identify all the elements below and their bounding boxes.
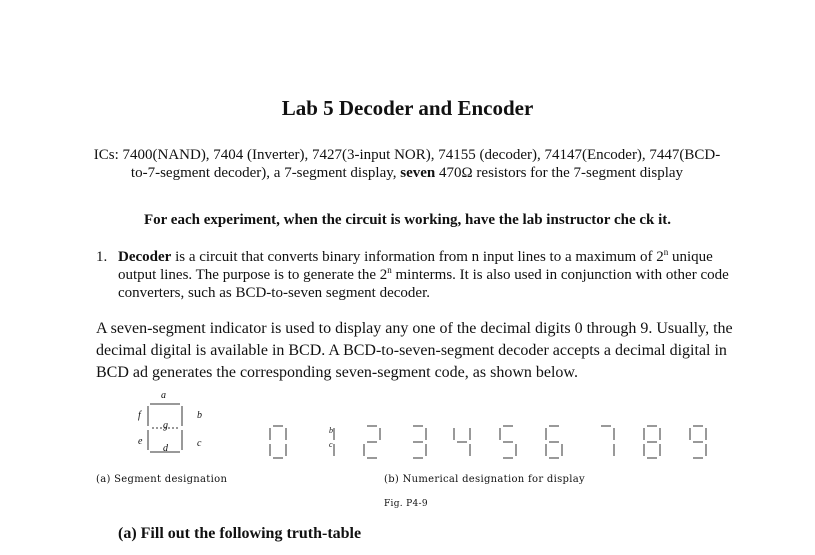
segment-label-e: e xyxy=(138,436,143,447)
list-item-decoder xyxy=(96,248,736,302)
page-title: Lab 5 Decoder and Encoder xyxy=(281,96,534,120)
item-text-a: is a circuit that converts binary information from n input lines to a maximum of 2 xyxy=(171,249,664,265)
segment-label-a: a xyxy=(161,390,166,401)
ics-bold: seven xyxy=(400,165,436,181)
caption-segment-designation: (a) Segment designation xyxy=(96,474,228,485)
item-text-b: unique output lines. The purpose is to generate the 2 xyxy=(118,249,713,283)
digit-5 xyxy=(500,426,516,458)
digit-2 xyxy=(364,426,380,458)
figure-label: Fig. P4-9 xyxy=(384,499,428,509)
item-sup1: n xyxy=(663,247,669,257)
segment-label-f: f xyxy=(138,410,141,421)
digit-display-row xyxy=(264,420,734,464)
item-sup2: n xyxy=(387,265,392,275)
digit-4 xyxy=(454,428,470,456)
segment-label-b: b xyxy=(197,410,202,421)
caption-numerical-designation: (b) Numerical designation for display xyxy=(384,474,585,485)
segment-diagram xyxy=(130,392,220,462)
seven-segment-paragraph: A seven-segment indicator is used to display any one of the decimal digits 0 through 9. Usually, the decimal digital is available in BCD. A BCD-to-seven-segment decoder accepts a decimal digital in BCD ad generates the corresponding seven-segment code, as shown below. xyxy=(96,320,733,381)
segment-label-g: g xyxy=(163,420,168,431)
ics-suffix: 470Ω resistors for the 7-segment display xyxy=(435,165,684,181)
digit-label-b: b xyxy=(329,426,333,435)
digit-6 xyxy=(546,426,562,458)
instruction: For each experiment, when the circuit is working, have the lab instructor che ck it. xyxy=(143,212,672,228)
ics-list xyxy=(92,146,722,182)
digits-svg xyxy=(264,420,734,464)
digit-8 xyxy=(644,426,660,458)
subheading-truth-table: (a) Fill out the following truth-table xyxy=(118,525,362,542)
digit-0 xyxy=(270,426,286,458)
item-text xyxy=(118,248,736,302)
segment-label-c: c xyxy=(197,438,202,449)
digit-label-c: c xyxy=(329,440,333,449)
segment-label-d: d xyxy=(163,443,168,454)
digit-7 xyxy=(601,426,614,456)
ics-prefix: ICs: 7400(NAND), 7404 (Inverter), 7427(3-input NOR), 74155 (decoder), 74147(Encoder), 7447(BCD-to-7-segment decoder), a 7-segment display, xyxy=(93,147,721,181)
item-number: 1. xyxy=(96,249,108,265)
digit-9 xyxy=(690,426,706,458)
segment-designation-figure xyxy=(130,392,220,462)
item-term: Decoder xyxy=(118,249,172,265)
digit-3 xyxy=(413,426,426,458)
item-text-c: minterms. It is also used in conjunction with other code converters, such as BCD-to-seven segment decoder. xyxy=(118,267,729,301)
